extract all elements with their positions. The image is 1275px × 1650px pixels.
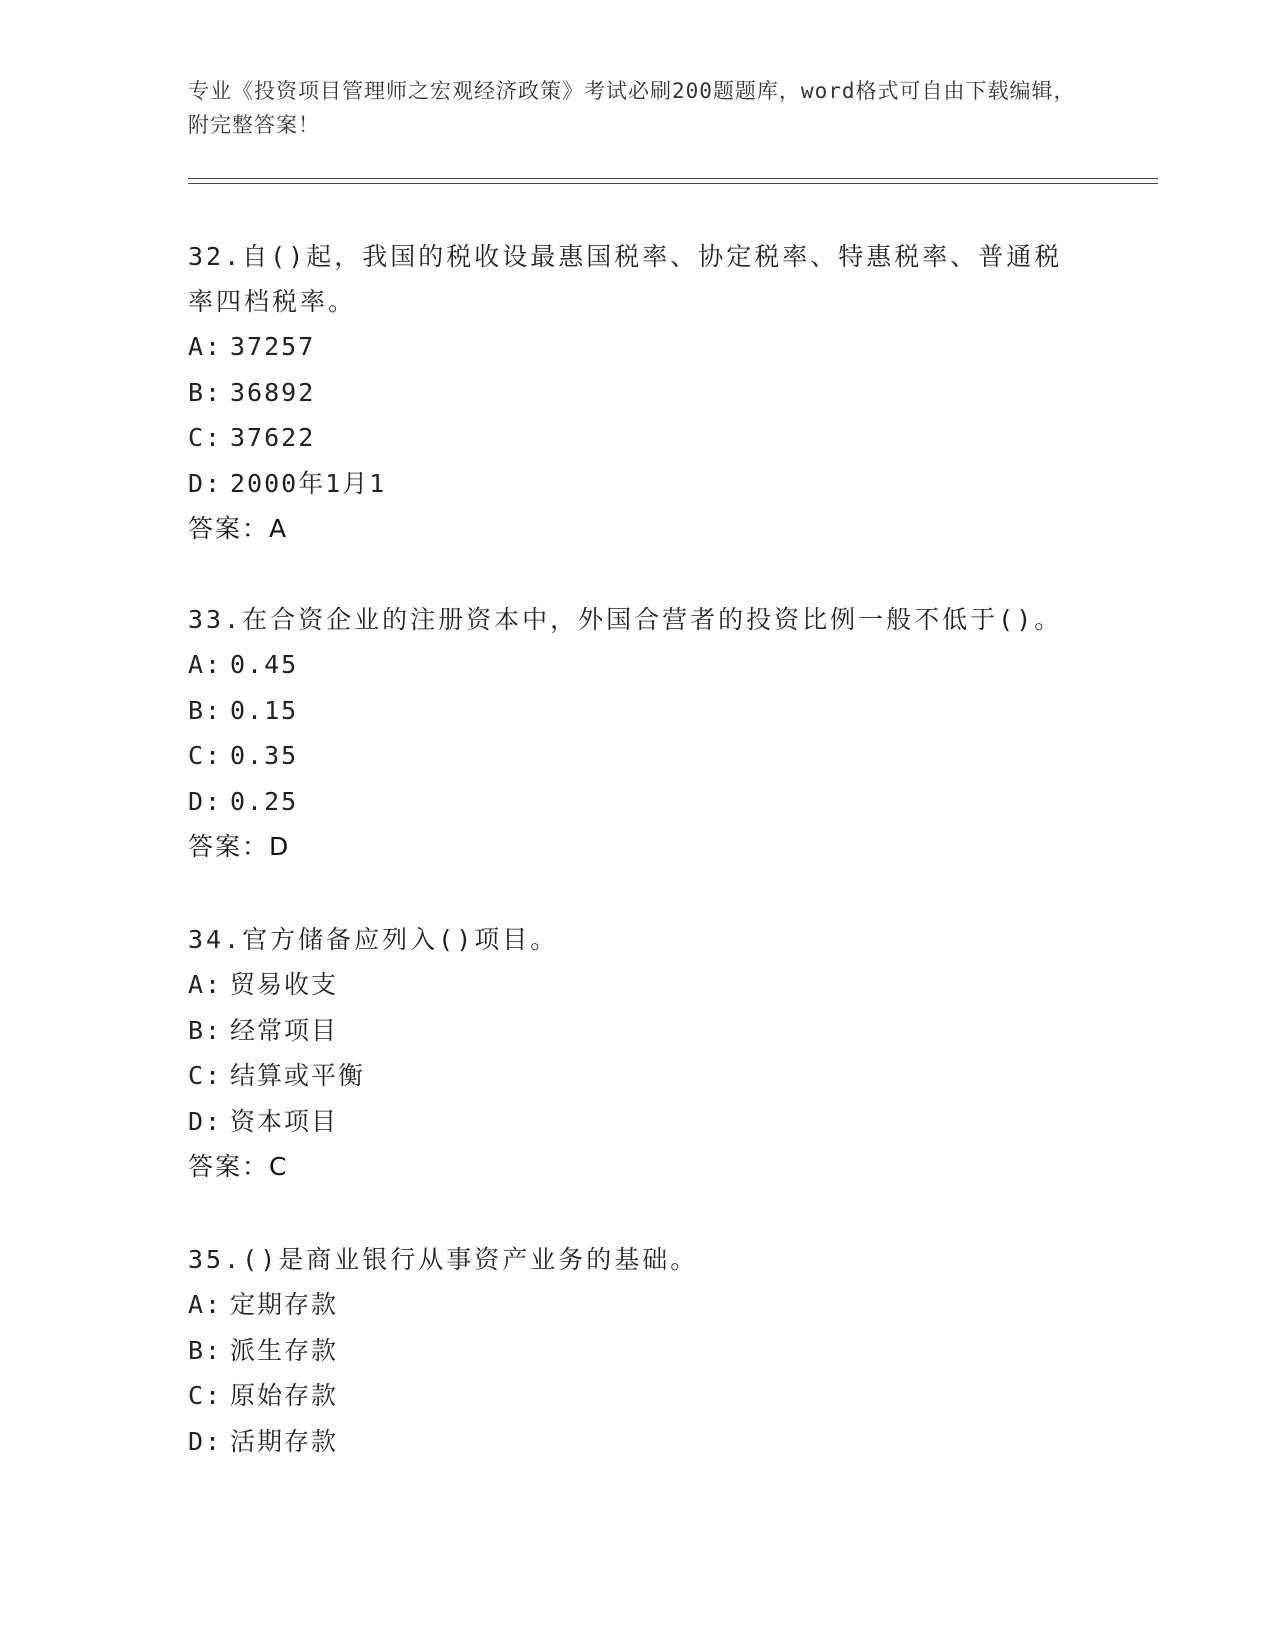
option-letter: A: <box>188 1290 223 1319</box>
option-a <box>188 642 1088 688</box>
option-letter: A: <box>188 332 223 361</box>
option-text: 经常项目 <box>230 1015 339 1045</box>
answer-line: 答案：C <box>188 1152 289 1181</box>
option-letter: B: <box>188 1335 223 1365</box>
option-b <box>188 1328 1088 1374</box>
option-d <box>188 1419 1088 1465</box>
option-text: 37257 <box>230 332 316 361</box>
question-stem: 33.在合资企业的注册资本中，外国合营者的投资比例一般不低于()。 <box>188 605 1063 634</box>
option-text: 2000年1月1 <box>230 468 387 498</box>
option-a <box>188 324 1088 370</box>
option-d <box>188 779 1088 825</box>
option-c <box>188 1053 1088 1099</box>
option-c <box>188 733 1088 779</box>
option-text: 资本项目 <box>230 1106 339 1136</box>
option-text: 36892 <box>230 377 316 407</box>
option-c <box>188 1373 1088 1419</box>
option-letter: B: <box>188 377 223 407</box>
option-text: 贸易收支 <box>230 970 339 999</box>
answer-line: 答案：A <box>188 514 289 543</box>
option-d <box>188 461 1088 507</box>
option-letter: C: <box>188 1381 223 1410</box>
question-32 <box>188 234 1088 551</box>
option-letter: B: <box>188 695 223 725</box>
option-b <box>188 370 1088 416</box>
option-text: 0.45 <box>230 650 299 679</box>
option-text: 0.25 <box>230 786 299 816</box>
question-stem: 34.官方储备应列入()项目。 <box>188 925 559 954</box>
option-letter: C: <box>188 423 223 452</box>
question-33 <box>188 597 1088 869</box>
document-header-title: 专业《投资项目管理师之宏观经济政策》考试必刷200题题库，word格式可自由下载编辑，附完整答案！ <box>188 79 1076 137</box>
option-letter: D: <box>188 1426 223 1456</box>
header-divider-top <box>188 178 1158 179</box>
option-text: 定期存款 <box>230 1290 339 1319</box>
option-b <box>188 688 1088 734</box>
answer-line: 答案：D <box>188 832 291 861</box>
option-a <box>188 1282 1088 1328</box>
option-text: 原始存款 <box>230 1381 339 1410</box>
option-b <box>188 1008 1088 1054</box>
option-text: 活期存款 <box>230 1426 339 1456</box>
option-text: 派生存款 <box>230 1335 339 1365</box>
option-letter: C: <box>188 1061 223 1090</box>
question-stem: 35.()是商业银行从事资产业务的基础。 <box>188 1245 699 1274</box>
header-divider-bottom <box>188 183 1158 184</box>
option-text: 37622 <box>230 423 316 452</box>
option-letter: B: <box>188 1015 223 1045</box>
option-letter: A: <box>188 650 223 679</box>
option-c <box>188 415 1088 461</box>
option-letter: D: <box>188 468 223 498</box>
option-a <box>188 962 1088 1008</box>
option-letter: A: <box>188 970 223 999</box>
option-text: 结算或平衡 <box>230 1061 366 1090</box>
option-letter: C: <box>188 741 223 770</box>
question-stem: 32.自()起，我国的税收设最惠国税率、协定税率、特惠税率、普通税率四档税率。 <box>188 242 1063 316</box>
question-35 <box>188 1237 1088 1464</box>
question-34 <box>188 917 1088 1189</box>
option-d <box>188 1099 1088 1145</box>
option-text: 0.35 <box>230 741 299 770</box>
option-text: 0.15 <box>230 695 299 725</box>
option-letter: D: <box>188 1106 223 1136</box>
option-letter: D: <box>188 786 223 816</box>
